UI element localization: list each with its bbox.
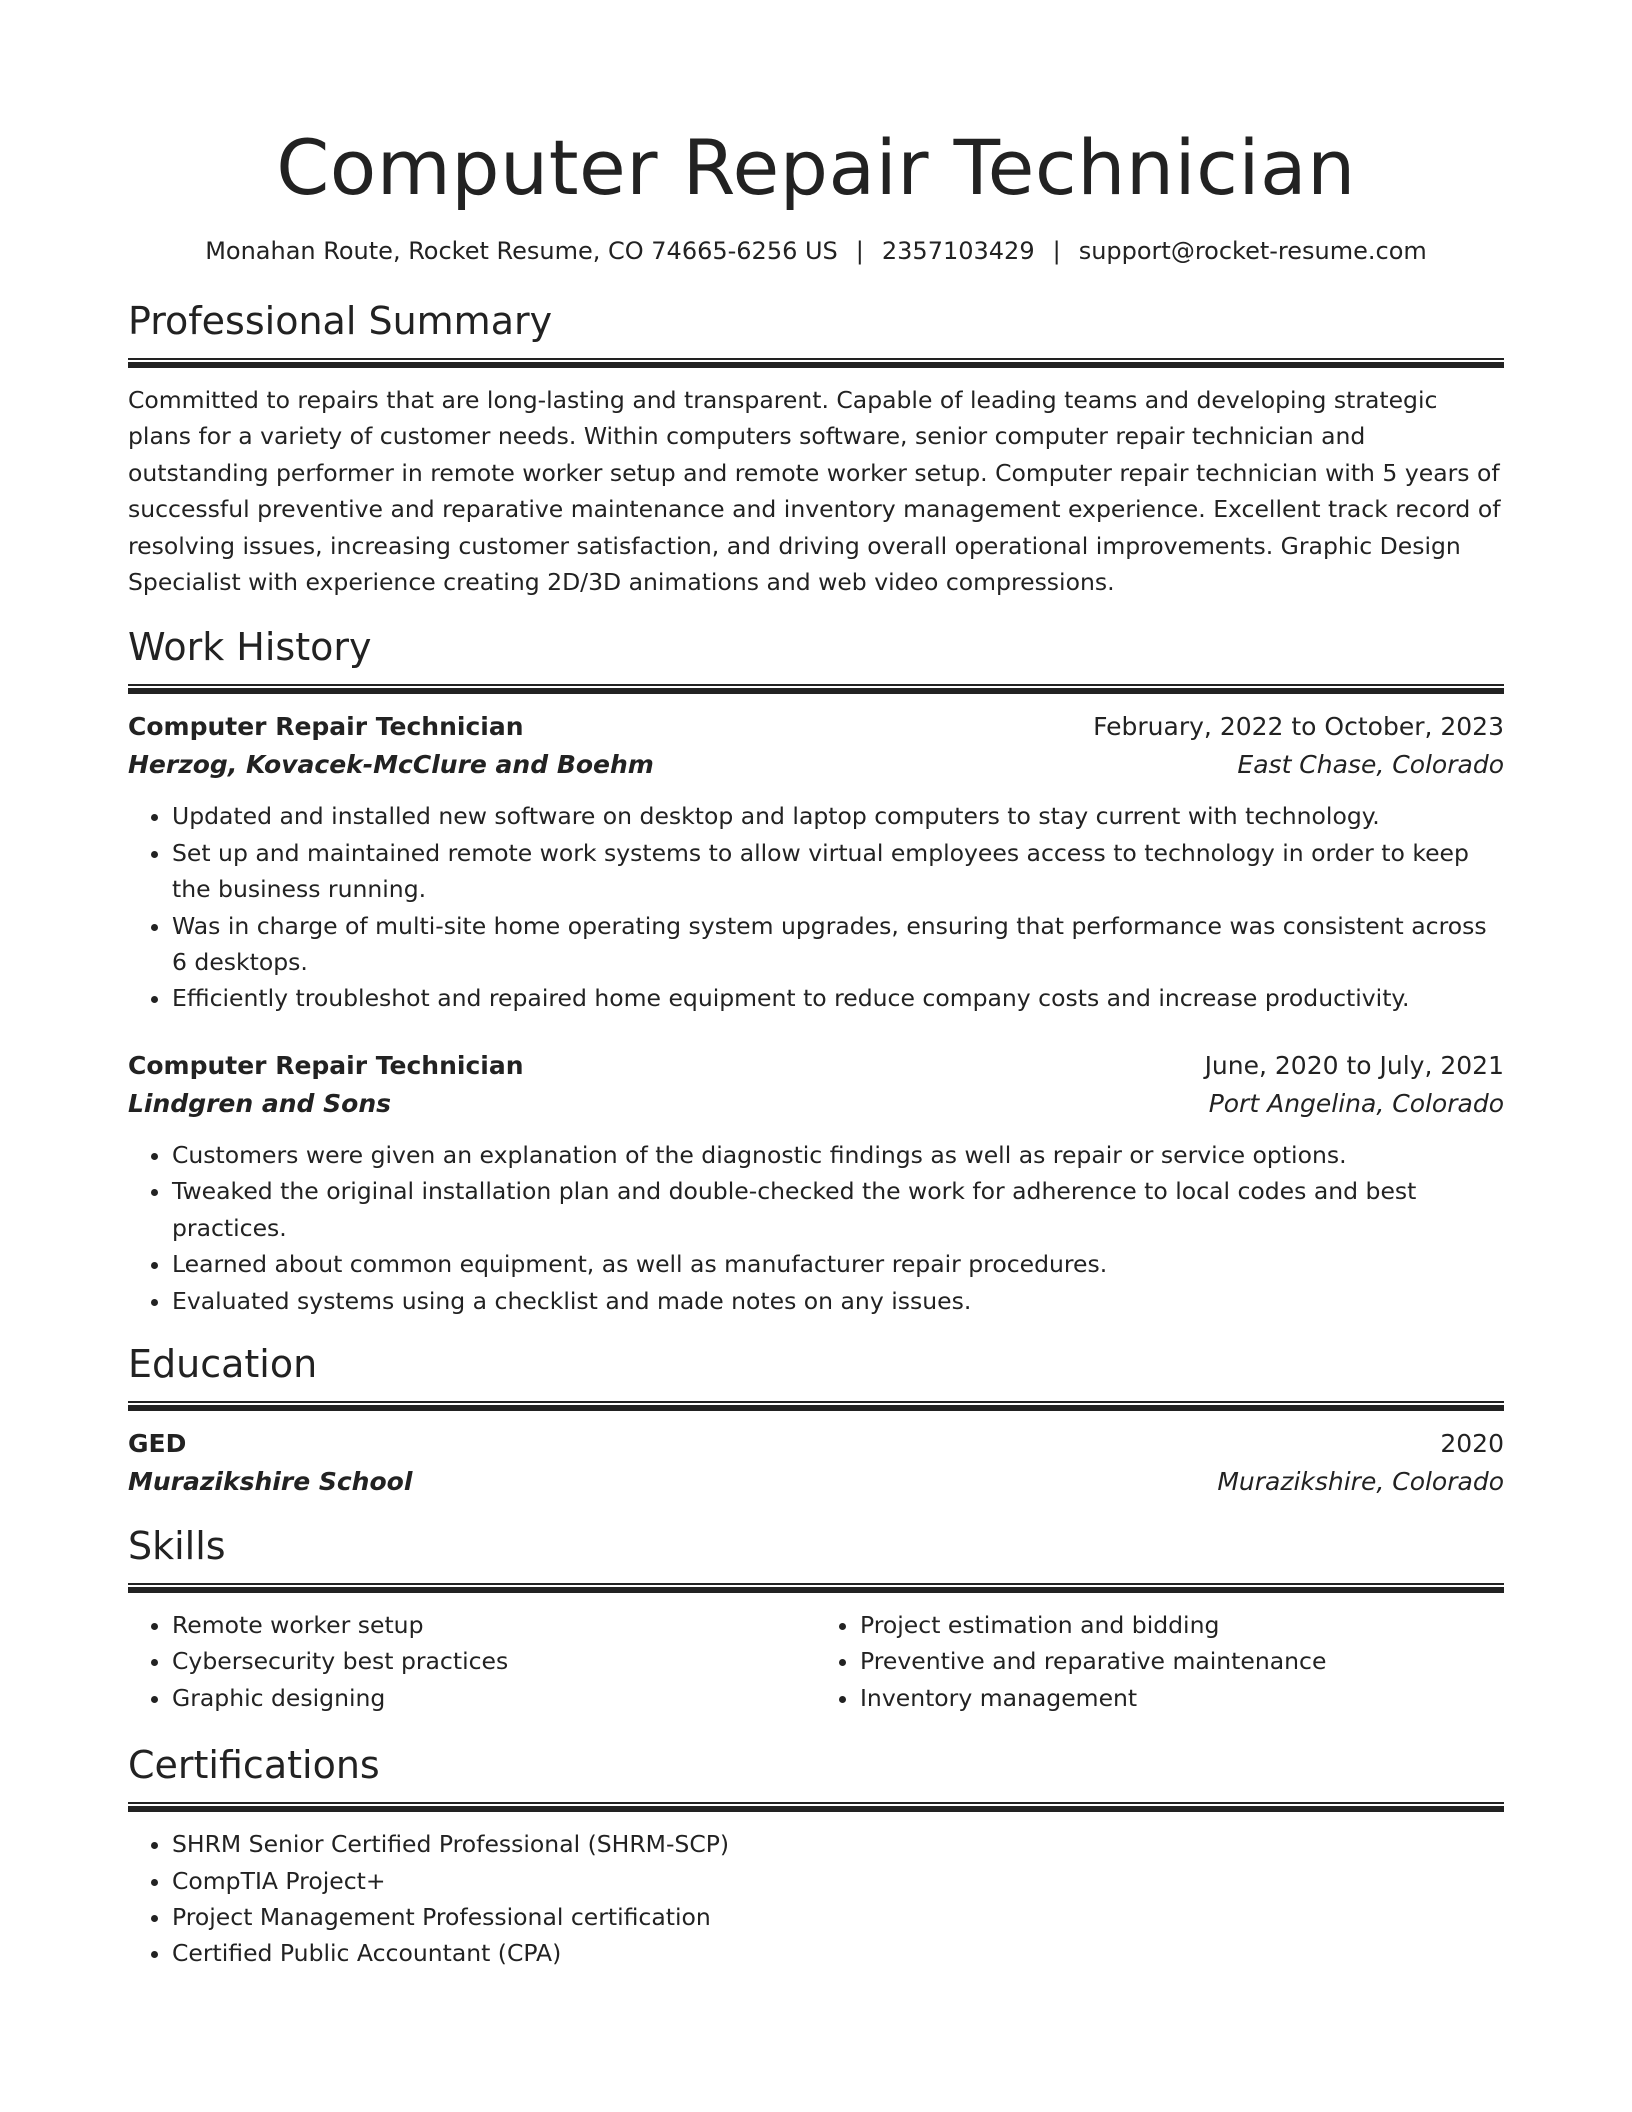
contact-email[interactable]: support@rocket-resume.com — [1078, 237, 1427, 265]
certification-item: • SHRM Senior Certified Professional (SHRM-SCP) — [172, 1826, 1504, 1862]
skill-item: • Project estimation and bidding — [860, 1607, 1504, 1643]
certification-item: • CompTIA Project+ — [172, 1863, 1504, 1899]
education-section — [128, 1339, 1504, 1501]
section-heading-education: Education — [128, 1341, 318, 1386]
section-heading-summary: Professional Summary — [128, 299, 553, 343]
job-bullet: • Was in charge of multi-site home operating system upgrades, ensuring that performance was consistent across 6 desktops. — [172, 908, 1504, 981]
contact-separator: | — [855, 237, 864, 265]
education-subheader — [128, 1463, 1504, 1501]
job-bullet: • Updated and installed new software on desktop and laptop computers to stay current with technology. — [172, 798, 1504, 834]
job-title: Computer Repair Technician — [128, 1050, 524, 1080]
resume-name: Computer Repair Technician — [276, 123, 1356, 212]
job-title: Computer Repair Technician — [128, 712, 524, 742]
job-subheader — [128, 1085, 1504, 1123]
job-location: Port Angelina, Colorado — [1208, 1088, 1504, 1118]
section-divider — [128, 1583, 1504, 1593]
skill-item: • Inventory management — [860, 1680, 1504, 1716]
job-entry — [128, 1047, 1504, 1319]
job-bullets — [128, 798, 1504, 1016]
job-bullet: • Tweaked the original installation plan and double-checked the work for adherence to local codes and best practices. — [172, 1173, 1504, 1246]
section-divider — [128, 1802, 1504, 1812]
certifications-section — [128, 1740, 1504, 1972]
section-divider — [128, 1401, 1504, 1411]
certification-item: • Certified Public Accountant (CPA) — [172, 1935, 1504, 1971]
education-school: Murazikshire School — [128, 1466, 413, 1496]
section-heading-work: Work History — [128, 625, 372, 670]
job-bullet: • Learned about common equipment, as well as manufacturer repair procedures. — [172, 1246, 1504, 1282]
contact-phone: 2357103429 — [881, 237, 1035, 265]
job-company: Herzog, Kovacek-McClure and Boehm — [128, 750, 654, 780]
job-bullet: • Evaluated systems using a checklist and made notes on any issues. — [172, 1283, 1504, 1319]
summary-text: Committed to repairs that are long-lasting and transparent. Capable of leading teams and developing strategic plans for a variety of customer needs. Within computers software, senior computer repair technician and outstanding performer in remote worker setup and remote worker setup. Computer repair technician with 5 years of successful preventive and reparative maintenance and inventory management experience. Excellent track record of resolving issues, increasing customer satisfaction, and driving overall operational improvements. Graphic Design Specialist with experience creating 2D/3D animations and web video compressions. — [128, 386, 1501, 597]
job-bullet: • Efficiently troubleshot and repaired home equipment to reduce company costs and increase productivity. — [172, 980, 1504, 1016]
job-dates: February, 2022 to October, 2023 — [1093, 712, 1504, 742]
skills-list-left — [128, 1607, 816, 1716]
section-heading-certifications: Certifications — [128, 1743, 380, 1788]
skill-item: • Cybersecurity best practices — [172, 1643, 816, 1679]
section-divider — [128, 358, 1504, 368]
education-year: 2020 — [1440, 1428, 1504, 1458]
job-location: East Chase, Colorado — [1237, 750, 1504, 780]
skills-section — [128, 1521, 1504, 1716]
job-bullets — [128, 1137, 1504, 1319]
section-divider — [128, 684, 1504, 694]
job-dates: June, 2020 to July, 2021 — [1204, 1050, 1504, 1080]
contact-line — [128, 234, 1504, 268]
job-bullet: • Set up and maintained remote work systems to allow virtual employees access to technology in order to keep the business running. — [172, 835, 1504, 908]
job-header — [128, 1047, 1504, 1085]
certifications-list — [128, 1826, 1504, 1972]
skills-columns — [128, 1607, 1504, 1716]
education-header — [128, 1425, 1504, 1463]
certification-item: • Project Management Professional certification — [172, 1899, 1504, 1935]
contact-separator: | — [1052, 237, 1061, 265]
job-header — [128, 708, 1504, 746]
resume-page — [128, 0, 1504, 1972]
skill-item: • Remote worker setup — [172, 1607, 816, 1643]
education-entry — [128, 1425, 1504, 1501]
job-company: Lindgren and Sons — [128, 1088, 392, 1118]
education-location: Murazikshire, Colorado — [1217, 1466, 1504, 1496]
skills-list-right — [816, 1607, 1504, 1716]
section-heading-skills: Skills — [128, 1523, 226, 1568]
contact-address: Monahan Route, Rocket Resume, CO 74665-6256 US — [205, 237, 838, 265]
skill-item: • Graphic designing — [172, 1680, 816, 1716]
skill-item: • Preventive and reparative maintenance — [860, 1643, 1504, 1679]
education-degree: GED — [128, 1428, 187, 1458]
job-bullet: • Customers were given an explanation of the diagnostic findings as well as repair or service options. — [172, 1137, 1504, 1173]
work-history-section — [128, 622, 1504, 1318]
job-entry — [128, 708, 1504, 1016]
job-subheader — [128, 746, 1504, 784]
summary-section — [128, 296, 1504, 600]
